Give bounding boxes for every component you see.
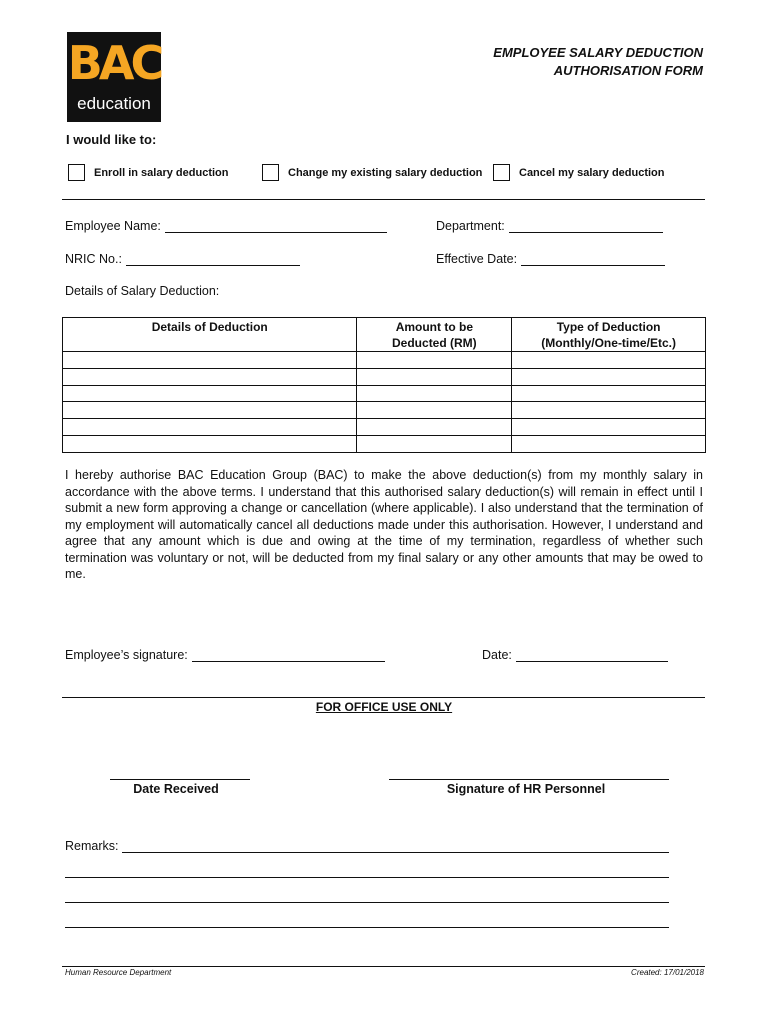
table-row[interactable] xyxy=(63,435,706,452)
table-cell[interactable] xyxy=(63,352,357,369)
table-cell[interactable] xyxy=(357,435,512,452)
employee-name-label: Employee Name: xyxy=(65,219,161,233)
date-received-label: Date Received xyxy=(133,782,219,796)
department-label: Department: xyxy=(436,219,505,233)
change-label: Change my existing salary deduction xyxy=(288,166,483,179)
department-field[interactable] xyxy=(436,219,663,233)
table-cell[interactable] xyxy=(512,402,706,419)
cancel-label: Cancel my salary deduction xyxy=(519,166,665,179)
form-title-line2: AUTHORISATION FORM xyxy=(553,63,703,78)
footer-created-date: Created: 17/01/2018 xyxy=(631,968,704,977)
remarks-line[interactable] xyxy=(122,839,669,853)
change-option[interactable] xyxy=(262,164,482,181)
table-row[interactable] xyxy=(63,368,706,385)
table-cell[interactable] xyxy=(512,435,706,452)
enroll-label: Enroll in salary deduction xyxy=(94,166,229,179)
signature-date-line[interactable] xyxy=(516,648,668,662)
table-cell[interactable] xyxy=(63,385,357,402)
remarks-line[interactable] xyxy=(65,877,669,878)
remarks-line[interactable] xyxy=(65,902,669,903)
remarks-field[interactable] xyxy=(65,839,669,853)
signature-date-label: Date: xyxy=(482,648,512,662)
table-cell[interactable] xyxy=(357,385,512,402)
table-row[interactable] xyxy=(63,385,706,402)
table-cell[interactable] xyxy=(63,368,357,385)
table-cell[interactable] xyxy=(357,368,512,385)
authorisation-paragraph: I hereby authorise BAC Education Group (BAC) to make the above deduction(s) from my monthly salary in accordance with the above terms. I understand that this authorised salary deduction(s) will remain in effect until I submit a new form approving a change or cancellation (where applicable). I also understand that the termination of my employment will automatically cancel all deductions made under this authorisation. However, I understand and agree that any amount which is due and owing at the time of my termination, regardless of whether such termination was voluntary or not, will be deducted from my final salary or any other amounts that may be owed to me. xyxy=(65,468,703,581)
nric-field[interactable] xyxy=(65,252,300,266)
table-cell[interactable] xyxy=(357,402,512,419)
effective-date-label: Effective Date: xyxy=(436,252,518,266)
enroll-checkbox[interactable] xyxy=(68,164,85,181)
table-cell[interactable] xyxy=(512,419,706,436)
office-divider xyxy=(62,697,705,698)
form-title-line1: EMPLOYEE SALARY DEDUCTION xyxy=(493,45,703,60)
remarks-line[interactable] xyxy=(65,927,669,928)
footer-department: Human Resource Department xyxy=(65,968,172,977)
type-header: Type of Deduction (Monthly/One-time/Etc.) xyxy=(512,318,706,352)
table-cell[interactable] xyxy=(63,435,357,452)
change-checkbox[interactable] xyxy=(262,164,279,181)
remarks-label: Remarks: xyxy=(65,839,119,853)
table-cell[interactable] xyxy=(512,385,706,402)
enroll-option[interactable] xyxy=(68,164,228,181)
signature-date-field[interactable] xyxy=(482,648,668,662)
table-cell[interactable] xyxy=(357,352,512,369)
details-of-deduction-header: Details of Deduction xyxy=(63,318,357,352)
employee-name-field[interactable] xyxy=(65,219,387,233)
employee-signature-line[interactable] xyxy=(192,648,385,662)
effective-date-field[interactable] xyxy=(436,252,665,266)
hr-signature-label: Signature of HR Personnel xyxy=(446,782,606,796)
table-cell[interactable] xyxy=(357,419,512,436)
deduction-table xyxy=(62,317,706,453)
section-divider xyxy=(62,199,705,200)
table-cell[interactable] xyxy=(63,419,357,436)
effective-date-line[interactable] xyxy=(521,252,665,266)
table-row[interactable] xyxy=(63,402,706,419)
table-header-row xyxy=(63,318,706,352)
table-row[interactable] xyxy=(63,419,706,436)
logo-wordmark: education xyxy=(77,94,151,113)
details-label: Details of Salary Deduction: xyxy=(65,284,220,298)
date-received-line[interactable] xyxy=(110,779,250,780)
options-intro: I would like to: xyxy=(66,132,157,147)
logo-mark: BAC xyxy=(67,36,161,90)
office-use-heading: FOR OFFICE USE ONLY xyxy=(315,700,453,714)
bac-education-logo xyxy=(67,32,161,122)
employee-name-line[interactable] xyxy=(165,219,387,233)
table-cell[interactable] xyxy=(63,402,357,419)
table-cell[interactable] xyxy=(512,352,706,369)
employee-signature-label: Employee’s signature: xyxy=(65,648,188,662)
nric-label: NRIC No.: xyxy=(65,252,122,266)
footer-divider xyxy=(62,966,705,967)
hr-signature-line[interactable] xyxy=(389,779,669,780)
table-row[interactable] xyxy=(63,352,706,369)
nric-line[interactable] xyxy=(126,252,300,266)
amount-header: Amount to be Deducted (RM) xyxy=(357,318,512,352)
cancel-option[interactable] xyxy=(493,164,665,181)
department-line[interactable] xyxy=(509,219,663,233)
employee-signature-field[interactable] xyxy=(65,648,385,662)
cancel-checkbox[interactable] xyxy=(493,164,510,181)
table-cell[interactable] xyxy=(512,368,706,385)
form-title xyxy=(493,44,703,80)
